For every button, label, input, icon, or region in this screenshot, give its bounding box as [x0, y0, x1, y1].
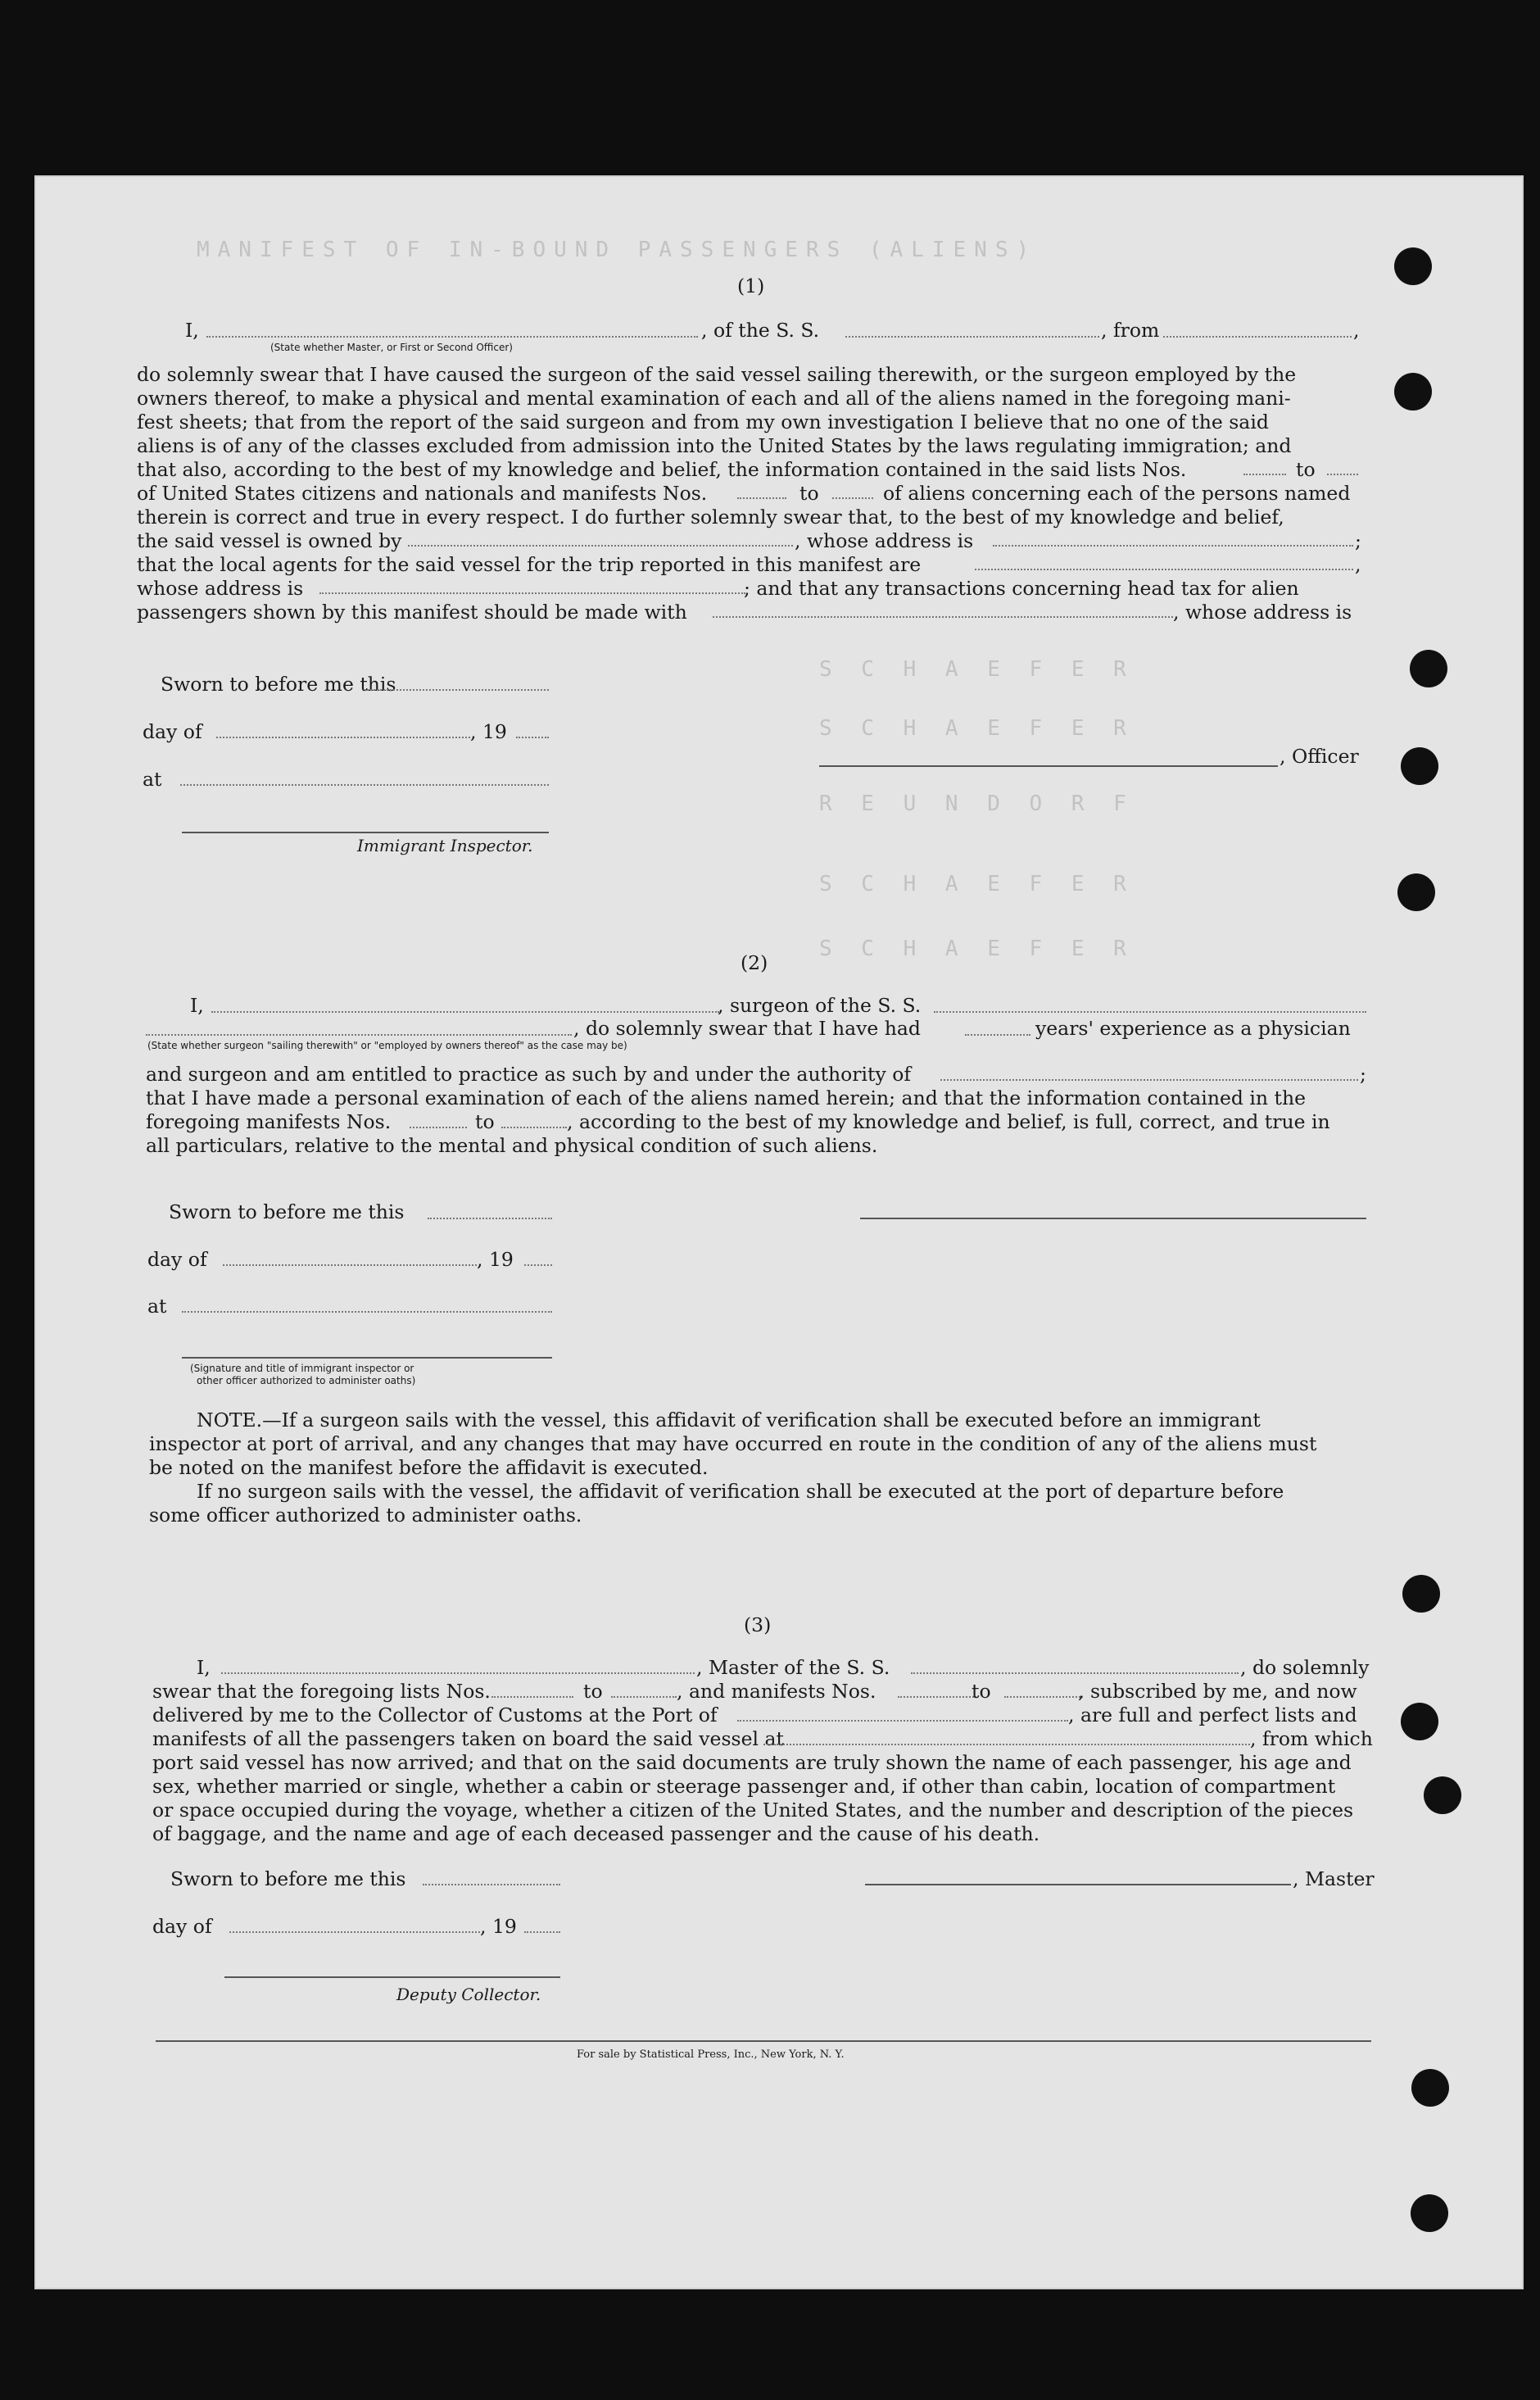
punch-hole — [1424, 1776, 1461, 1814]
text-line: the said vessel is owned by — [137, 529, 402, 552]
deputy-collector-label: Deputy Collector. — [396, 1985, 541, 2004]
text-line: , whose address is — [1173, 601, 1352, 624]
master-name-field[interactable] — [221, 1672, 695, 1674]
sworn-day-field[interactable] — [365, 689, 549, 691]
bleed-through: MANIFEST OF IN-BOUND PASSENGERS (ALIENS) — [197, 238, 1038, 262]
master-signature-line[interactable] — [865, 1884, 1291, 1885]
owner-field[interactable] — [408, 545, 793, 547]
officer-name-field[interactable] — [206, 336, 698, 338]
lists-from-field[interactable] — [1243, 474, 1286, 475]
text-line: all particulars, relative to the mental and physical condition of such aliens. — [146, 1134, 878, 1157]
surgeon-name-field[interactable] — [211, 1011, 719, 1013]
surgeon-signature-line[interactable] — [860, 1218, 1366, 1219]
note-text: inspector at port of arrival, and any changes that may have occurred en route in the condition of any of the aliens must — [149, 1432, 1317, 1455]
surgeon-sworn-day-field[interactable] — [428, 1218, 552, 1219]
text-line: that also, according to the best of my knowledge and belief, the information contained in the said lists Nos. — [137, 458, 1187, 481]
text-line: years' experience as a physician — [1035, 1017, 1351, 1040]
customs-port-field[interactable] — [737, 1720, 1068, 1722]
lists-to-field[interactable] — [1327, 474, 1358, 475]
text-line: ; — [1355, 529, 1361, 552]
master-lists-to-field[interactable] — [611, 1696, 677, 1698]
text-line: swear that the foregoing lists Nos. — [152, 1680, 491, 1703]
text-line: , of the S. S. — [701, 319, 820, 342]
text-line: port said vessel has now arrived; and that on the said documents are truly shown the name of each passenger, his age and — [152, 1751, 1352, 1774]
section-1-heading: (1) — [737, 274, 765, 297]
note-text: some officer authorized to administer oaths. — [149, 1504, 582, 1527]
punch-hole — [1411, 2069, 1449, 2107]
master-lists-from-field[interactable] — [491, 1696, 573, 1698]
text-line: of baggage, and the name and age of each deceased passenger and the cause of his death. — [152, 1822, 1040, 1845]
officer-signature-line[interactable] — [819, 765, 1278, 767]
owner-address-field[interactable] — [993, 545, 1353, 547]
text-line: foregoing manifests Nos. — [146, 1110, 392, 1133]
officer-field-note: (State whether Master, or First or Second Officer) — [270, 342, 513, 353]
footer-rule — [156, 2040, 1371, 2042]
year-label: , 19 — [470, 720, 507, 743]
text-line: do solemnly swear that I have caused the surgeon of the said vessel sailing therewith, or the surgeon employed by the — [137, 363, 1297, 386]
text-line: , — [1355, 553, 1361, 576]
deputy-collector-line[interactable] — [224, 1976, 560, 1978]
text-line: , whose address is — [795, 529, 974, 552]
master-manifests-from-field[interactable] — [898, 1696, 976, 1698]
surgeon-sworn-at-field[interactable] — [182, 1311, 552, 1313]
surgeon-vessel-field[interactable] — [934, 1011, 1366, 1013]
text-line: of United States citizens and nationals and manifests Nos. — [137, 482, 708, 505]
at-label: at — [147, 1295, 167, 1318]
at-label: at — [143, 768, 162, 791]
text-line: , from — [1101, 319, 1160, 342]
bleed-through: S C H A E F E R — [819, 657, 1135, 682]
day-of-label: day of — [152, 1915, 212, 1938]
text-line: delivered by me to the Collector of Customs at the Port of — [152, 1704, 718, 1726]
text-line: , Master of the S. S. — [696, 1656, 890, 1679]
text-line: , — [1353, 319, 1360, 342]
text-line: of aliens concerning each of the persons named — [883, 482, 1351, 505]
text-line: I, — [197, 1656, 211, 1679]
inspector-signature-line[interactable] — [182, 832, 549, 833]
note-text: If no surgeon sails with the vessel, the affidavit of verification shall be executed at the port of departure before — [197, 1480, 1284, 1503]
text-line: to — [1296, 458, 1316, 481]
text-line: to — [583, 1680, 603, 1703]
text-line: , do solemnly — [1240, 1656, 1370, 1679]
text-line: , from which — [1250, 1727, 1373, 1750]
punch-hole — [1401, 1703, 1438, 1740]
text-line: , subscribed by me, and now — [1078, 1680, 1357, 1703]
head-tax-contact-field[interactable] — [713, 616, 1173, 618]
local-agents-field[interactable] — [975, 569, 1353, 570]
sworn-label: Sworn to before me this — [169, 1200, 405, 1223]
officer-label: , Officer — [1280, 745, 1359, 768]
bleed-through: S C H A E F E R — [819, 937, 1135, 961]
surgeon-manifests-from-field[interactable] — [410, 1127, 467, 1128]
text-line: and surgeon and am entitled to practice as such by and under the authority of — [146, 1063, 912, 1086]
bleed-through: R E U N D O R F — [819, 792, 1135, 816]
day-of-label: day of — [143, 720, 202, 743]
surgeon-status-note: (State whether surgeon "sailing therewith" or "employed by owners thereof" as the case may be) — [147, 1040, 627, 1051]
sworn-month-field[interactable] — [216, 737, 470, 738]
surgeon-sworn-year-field[interactable] — [524, 1264, 552, 1266]
master-sworn-month-field[interactable] — [229, 1931, 480, 1933]
text-line: I, — [190, 994, 204, 1017]
master-manifests-to-field[interactable] — [1004, 1696, 1083, 1698]
text-line: , according to the best of my knowledge and belief, is full, correct, and true in — [567, 1110, 1330, 1133]
text-line: ; — [1360, 1063, 1366, 1086]
text-line: aliens is of any of the classes excluded from admission into the United States by the laws regulating immigration; and — [137, 434, 1292, 457]
surgeon-sworn-month-field[interactable] — [223, 1264, 477, 1266]
text-line: ; and that any transactions concerning head tax for alien — [744, 577, 1299, 600]
sworn-label: Sworn to before me this — [170, 1867, 406, 1890]
year-label: , 19 — [477, 1248, 514, 1271]
sworn-label: Sworn to before me this — [161, 673, 396, 696]
text-line: to — [972, 1680, 991, 1703]
text-line: manifests of all the passengers taken on board the said vessel at — [152, 1727, 784, 1750]
port-from-field[interactable] — [1163, 336, 1352, 338]
printer-credit: For sale by Statistical Press, Inc., New York, N. Y. — [577, 2048, 845, 2061]
surgeon-manifests-to-field[interactable] — [501, 1127, 567, 1128]
master-vessel-field[interactable] — [911, 1672, 1239, 1674]
note-text: be noted on the manifest before the affidavit is executed. — [149, 1456, 709, 1479]
master-label: , Master — [1293, 1867, 1375, 1890]
text-line: owners thereof, to make a physical and mental examination of each and all of the aliens named in the foregoing mani- — [137, 387, 1291, 410]
punch-hole — [1397, 873, 1435, 911]
boarding-port-field[interactable] — [763, 1744, 1250, 1745]
years-experience-field[interactable] — [965, 1034, 1030, 1036]
signature-note: (Signature and title of immigrant inspector or — [190, 1363, 414, 1374]
punch-hole — [1402, 1575, 1440, 1613]
text-line: that I have made a personal examination of each of the aliens named herein; and that the information contained in the — [146, 1087, 1306, 1109]
text-line: , do solemnly swear that I have had — [573, 1017, 921, 1040]
text-line: therein is correct and true in every respect. I do further solemnly swear that, to the best of my knowledge and belief, — [137, 506, 1284, 529]
text-line: whose address is — [137, 577, 304, 600]
note-text: NOTE.—If a surgeon sails with the vessel, this affidavit of verification shall be executed before an immigrant — [197, 1409, 1261, 1431]
text-line: fest sheets; that from the report of the said surgeon and from my own investigation I believe that no one of the said — [137, 411, 1269, 433]
day-of-label: day of — [147, 1248, 207, 1271]
bleed-through: S C H A E F E R — [819, 716, 1135, 741]
surgeon-status-field[interactable] — [146, 1034, 572, 1036]
master-sworn-day-field[interactable] — [423, 1884, 560, 1885]
punch-hole — [1394, 247, 1432, 285]
text-line: sex, whether married or single, whether a cabin or steerage passenger and, if other than cabin, location of compartment — [152, 1775, 1336, 1798]
vessel-name-field[interactable] — [845, 336, 1099, 338]
text-line: that the local agents for the said vessel for the trip reported in this manifest are — [137, 553, 922, 576]
text-line: or space occupied during the voyage, whether a citizen of the United States, and the number and description of the pieces — [152, 1799, 1354, 1822]
immigrant-inspector-label: Immigrant Inspector. — [357, 836, 533, 855]
section-2-heading: (2) — [741, 951, 768, 974]
bleed-through: S C H A E F E R — [819, 872, 1135, 896]
master-sworn-year-field[interactable] — [524, 1931, 560, 1933]
text-line: passengers shown by this manifest should be made with — [137, 601, 687, 624]
punch-hole — [1401, 747, 1438, 785]
punch-hole — [1410, 650, 1447, 687]
agents-address-field[interactable] — [319, 592, 745, 594]
text-line: to — [799, 482, 819, 505]
section-3-heading: (3) — [744, 1613, 772, 1636]
text-line: to — [475, 1110, 495, 1133]
manifests-to-field[interactable] — [832, 497, 873, 499]
punch-hole — [1411, 2194, 1448, 2232]
manifests-from-field[interactable] — [737, 497, 786, 499]
administering-officer-line[interactable] — [182, 1357, 552, 1359]
practice-authority-field[interactable] — [940, 1079, 1358, 1081]
sworn-year-field[interactable] — [516, 737, 549, 738]
text-line: I, — [185, 319, 199, 342]
text-line: , and manifests Nos. — [677, 1680, 876, 1703]
sworn-at-field[interactable] — [180, 784, 549, 786]
text-line: , surgeon of the S. S. — [718, 994, 922, 1017]
year-label: , 19 — [480, 1915, 517, 1938]
text-line: , are full and perfect lists and — [1068, 1704, 1357, 1726]
punch-hole — [1394, 373, 1432, 411]
signature-note: other officer authorized to administer oaths) — [197, 1375, 416, 1386]
